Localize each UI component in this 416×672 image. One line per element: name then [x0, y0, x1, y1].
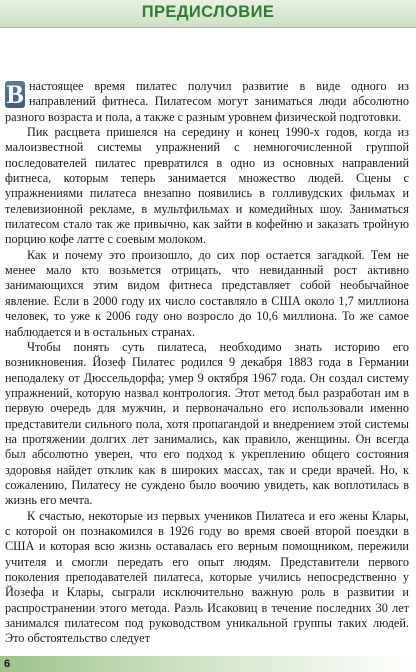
paragraph-3: Как и почему это произошло, до сих пор остается загадкой. Тем не менее мало кто возьмется отрицать, что невиданный рост активно занимающихся этим видом фитнеса представляет собой необычайное явление. Если в 2000 году их число составляло в США около 1,7 миллиона человек, то уже к 2006 году оно возросло до 10,6 миллиона. То же самое наблюдается и в остальных странах. [5, 247, 409, 339]
page-title: ПРЕДИСЛОВИЕ [141, 3, 275, 21]
footer-bar [0, 656, 416, 672]
paragraph-2: Пик расцвета пришелся на середину и конец 1990-х годов, когда из малоизвестной системы упражнений с немногочисленной группой последователей пилатес превратился в одно из основных направлений фитнеса, которым теперь занимается множество людей. Сцены с упражнениями пилатеса внезапно появились в голливудских фильмах и телевизионной рекламе, в мультфильмах и комедийных шоу. Заниматься пилатесом стало так же привычно, как зайти в кофейню и заказать тройную порцию кофе латте с соевым молоком. [5, 125, 409, 247]
drop-cap: В [6, 80, 24, 109]
paragraph-4: Чтобы понять суть пилатеса, необходимо знать историю его возникновения. Йозеф Пилатес родился 9 декабря 1883 года в Германии неподалеку от Дюссельдорфа; умер 9 октября 1967 года. Он создал систему упражнений, которую назвал контрология. Этот метод был разработан им в первую очередь для мужчин, и первоначально его использовали именно представители сильного пола, хотя пропагандой и внедрением этой системы на протяжении долгих лет занимались, как правило, женщины. Он всегда был абсолютно уверен, что его подход к укреплению общего состояния здоровья найдет отклик как в широких массах, так и среди врачей. Но, к сожалению, Пилатесу не суждено было воочию увидеть, как воплотилась в жизнь его мечта. [5, 339, 409, 508]
paragraph-5: К счастью, некоторые из первых учеников Пилатеса и его жены Клары, с которой он познакомился в 1926 году во время своей второй поездки в США и которая всю жизнь оставалась его верным помощником, пережили учителя и смогли передать его опыт людям. Представители первого поколения преподавателей пилатеса, которые учились непосредственно у Йозефа и Клары, сыграли исключительно важную роль в развитии и распространении этого метода. Раэль Исаковиц в течение последних 30 лет занимался пилатесом под руководством уникальной группы таких людей. Это обстоятельство следует [5, 508, 409, 646]
paragraph-1-text: настоящее время пилатес получил развитие в виде одного из направлений фитнеса. Пилатесом могут заниматься люди абсолютно разного возраста и пола, а также с разным уровнем физической подготовки. [5, 79, 409, 124]
page-number: 6 [4, 658, 11, 670]
body-text [5, 79, 409, 647]
page-header [0, 0, 416, 28]
paragraph-1 [5, 79, 409, 125]
